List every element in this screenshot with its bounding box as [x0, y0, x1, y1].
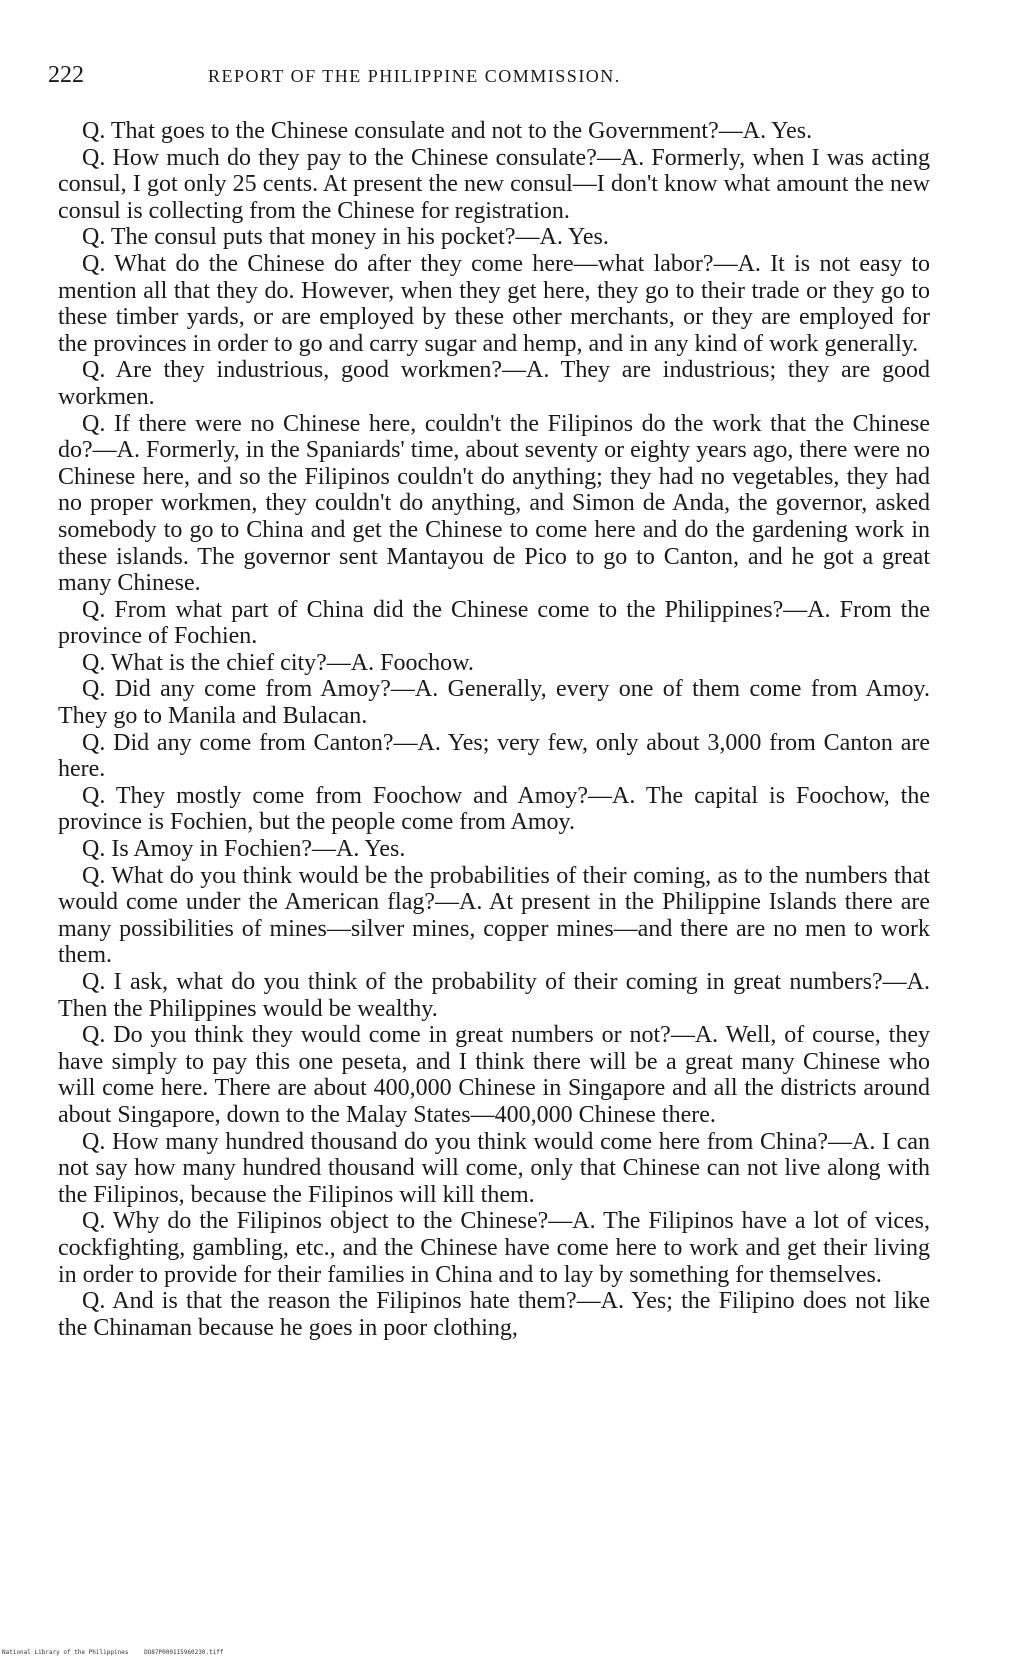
paragraph: Q. Are they industrious, good workmen?—A. They are industrious; they are good workmen. [58, 357, 930, 410]
scan-footer [2, 1649, 224, 1656]
paragraph: Q. What do you think would be the probabilities of their coming, as to the numbers that would come under the American flag?—A. At present in the Philippine Islands there are many possibilities of mines—silver mines, copper mines—and there are no men to work them. [58, 862, 930, 969]
file-name: DO87P000115960230.tiff [144, 1649, 224, 1656]
paragraph: Q. How much do they pay to the Chinese consulate?—A. Formerly, when I was acting consul, I got only 25 cents. At present the new consul—I don't know what amount the new consul is collecting from the Chinese for registration. [58, 144, 930, 224]
paragraph: Q. Did any come from Canton?—A. Yes; very few, only about 3,000 from Canton are here. [58, 729, 930, 783]
paragraph: Q. Do you think they would come in great numbers or not?—A. Well, of course, they have simply to pay this one peseta, and I think there will be a great many Chinese who will come here. There are about 400,000 Chinese in Singapore and all the districts around about Singapore, down to the Malay States—400,000 Chinese there. [58, 1022, 930, 1128]
paragraph: Q. They mostly come from Foochow and Amoy?—A. The capital is Foochow, the province is Fochien, but the people come from Amoy. [58, 782, 930, 836]
paragraph: Q. That goes to the Chinese consulate and not to the Government?—A. Yes. [82, 118, 813, 144]
paragraph: Q. What is the chief city?—A. Foochow. [82, 649, 474, 676]
running-head-title: REPORT OF THE PHILIPPINE COMMISSION. [208, 66, 621, 86]
paragraph: Q. From what part of China did the Chinese come to the Philippines?—A. From the province of Fochien. [58, 596, 930, 650]
paragraph: Q. Is Amoy in Fochien?—A. Yes. [82, 836, 406, 863]
paragraph: Q. What do the Chinese do after they come here—what labor?—A. It is not easy to mention all that they do. However, when they get here, they go to their trade or they go to these timber yards, or are employed by these other merchants, or they are employed for the provinces in order to go and carry sugar and hemp, and in any kind of work generally. [58, 250, 930, 357]
paragraph: Q. How many hundred thousand do you think would come here from China?—A. I can not say how many hundred thousand will come, only that Chinese can not live along with the Filipinos, because the Filipinos will kill them. [58, 1128, 930, 1208]
paragraph: Q. The consul puts that money in his pocket?—A. Yes. [82, 224, 609, 251]
page-number: 222 [48, 62, 84, 88]
paragraph: Q. I ask, what do you think of the probability of their coming in great numbers?—A. Then the Philippines would be wealthy. [58, 969, 930, 1022]
running-head [48, 62, 928, 94]
paragraph: Q. Did any come from Amoy?—A. Generally, every one of them come from Amoy. They go to Manila and Bulacan. [58, 676, 930, 730]
paragraph: Q. If there were no Chinese here, couldn't the Filipinos do the work that the Chinese do?—A. Formerly, in the Spaniards' time, about seventy or eighty years ago, there were no Chinese here, and so the Filipinos couldn't do anything; they had no vegetables, they had no proper workmen, they couldn't do anything, and Simon de Anda, the governor, asked somebody to go to China and get the Chinese to come here and do the gardening work in these islands. The governor sent Mantayou de Pico to go to Canton, and he got a great many Chinese. [58, 410, 930, 597]
library-credit: National Library of the Philippines [2, 1649, 129, 1656]
body-text [58, 118, 930, 1341]
paragraph: Q. And is that the reason the Filipinos hate them?—A. Yes; the Filipino does not like the Chinaman because he goes in poor clothing, [58, 1288, 930, 1341]
paragraph: Q. Why do the Filipinos object to the Chinese?—A. The Filipinos have a lot of vices, cockfighting, gambling, etc., and the Chinese have come here to work and get their living in order to provide for their families in China and to lay by something for themselves. [58, 1208, 930, 1288]
